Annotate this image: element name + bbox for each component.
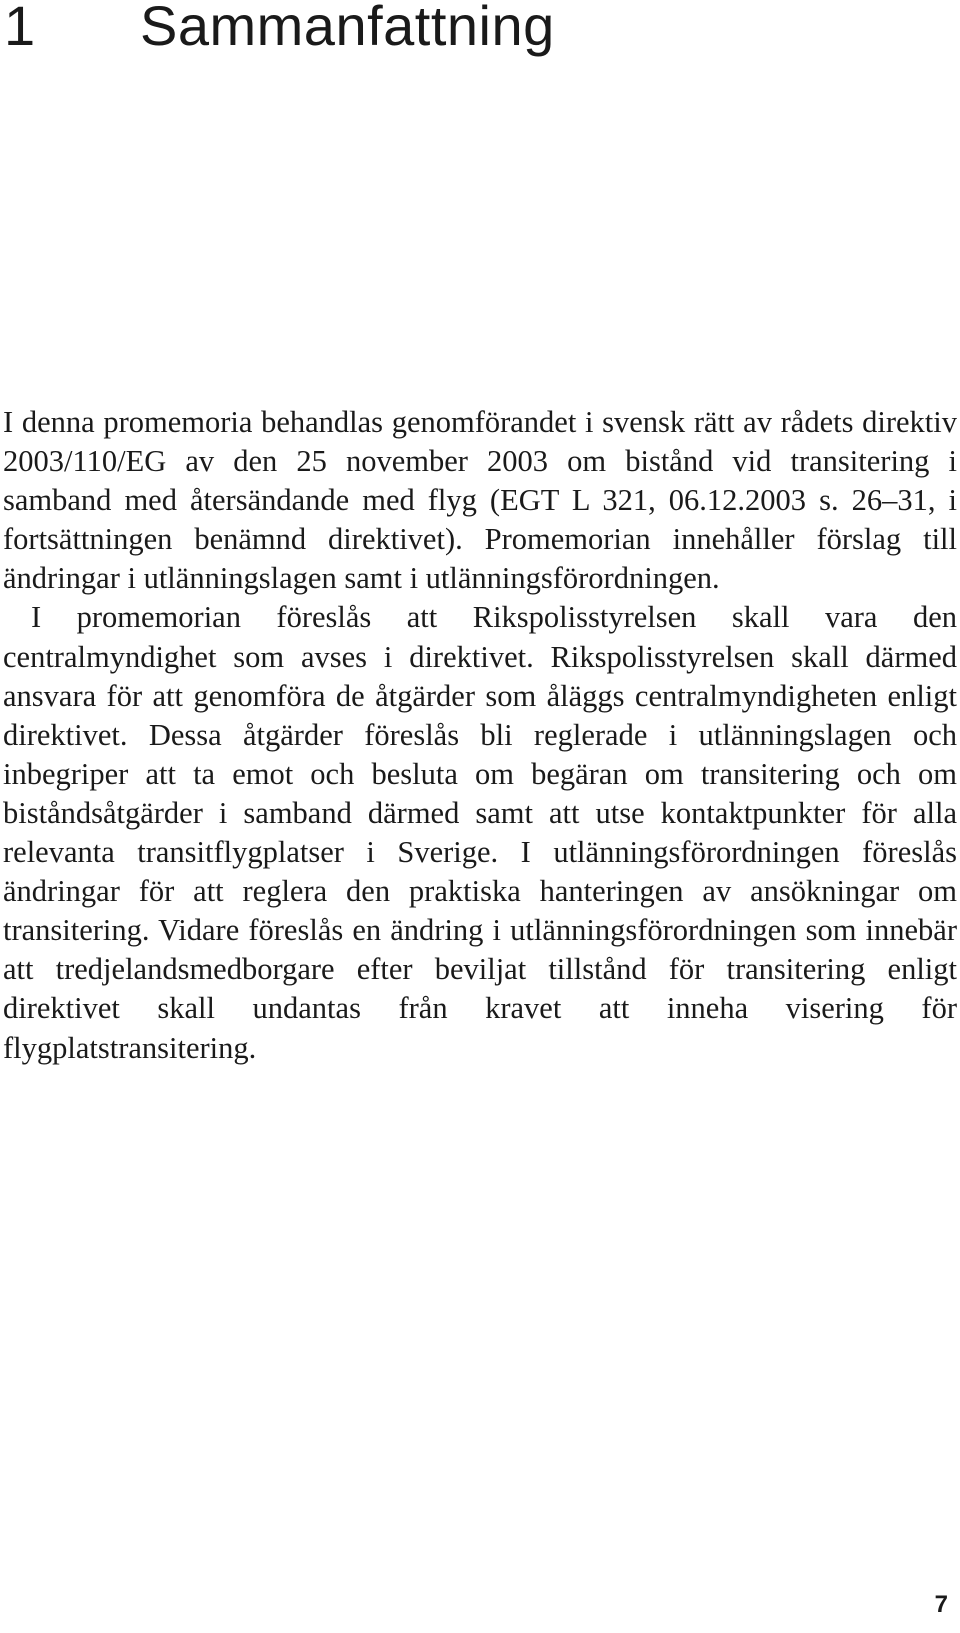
page-number: 7 <box>934 1591 948 1618</box>
section-number: 1 <box>4 0 36 57</box>
paragraph-intro: I denna promemoria behandlas genomförandet i svensk rätt av rådets direktiv 2003/110/EG av den 25 november 2003 om bistånd vid transitering i samband med återsändande med flyg (EGT L 321, 06.12.2003 s. 26–31, i fortsättningen benämnd direktivet). Promemorian innehåller förslag till ändringar i utlänningslagen samt i utlänningsförordningen. <box>3 405 957 596</box>
summary-body <box>3 403 957 1068</box>
section-title: Sammanfattning <box>140 0 555 57</box>
paragraph-proposal: I promemorian föreslås att Rikspolisstyrelsen skall vara den centralmyndighet som avses i direktivet. Rikspolisstyrelsen skall därmed ansvara för att genomföra de åtgärder som åläggs centralmyndigheten enligt direktivet. Dessa åtgärder föreslås bli reglerade i utlänningslagen och inbegriper att ta emot och besluta om begäran om transitering och om biståndsåtgärder i samband därmed samt att utse kontaktpunkter för alla relevanta transitflygplatser i Sverige. I utlänningsförordningen föreslås ändringar för att reglera den praktiska hanteringen av ansökningar om transitering. Vidare föreslås en ändring i utlänningsförordningen som innebär att tredjelandsmedborgare efter beviljat tillstånd för transitering enligt direktivet skall undantas från kravet att inneha visering för flygplatstransitering. <box>3 600 957 1065</box>
section-heading <box>4 0 555 58</box>
